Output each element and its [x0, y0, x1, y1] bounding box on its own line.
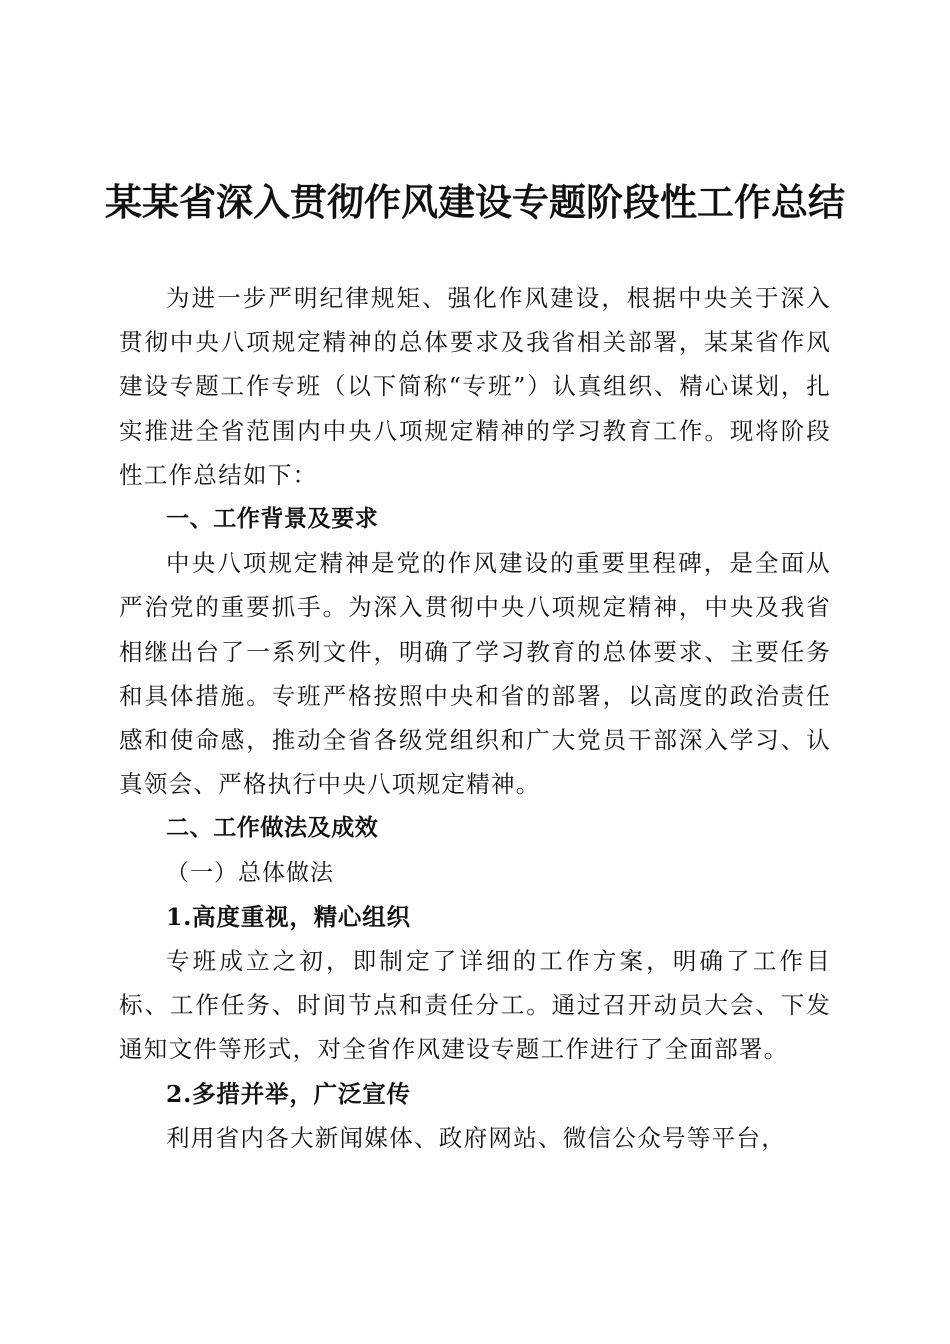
section-heading-background: 一、工作背景及要求	[166, 506, 379, 533]
document-title: 某某省深入贯彻作风建设专题阶段性工作总结	[105, 180, 845, 224]
subsection-heading-overall: （一）总体做法	[166, 859, 334, 886]
organize-paragraph: 专班成立之初，即制定了详细的工作方案，明确了工作目标、工作任务、时间节点和责任分工。通过召开动员大会、下发通知文件等形式，对全省作风建设专题工作进行了全面部署。	[119, 947, 831, 1064]
intro-paragraph: 为进一步严明纪律规矩、强化作风建设，根据中央关于深入贯彻中央八项规定精神的总体要求及我省相关部署，某某省作风建设专题工作专班（以下简称“专班”）认真组织、精心谋划，扎实推进全省范围内中央八项规定精神的学习教育工作。现将阶段性工作总结如下：	[119, 284, 831, 489]
section-heading-practices: 二、工作做法及成效	[166, 815, 379, 842]
document-body	[119, 276, 831, 1160]
publicity-paragraph: 利用省内各大新闻媒体、政府网站、微信公众号等平台，	[166, 1123, 786, 1152]
background-paragraph: 中央八项规定精神是党的作风建设的重要里程碑，是全面从严治党的重要抓手。为深入贯彻中央八项规定精神，中央及我省相继出台了一系列文件，明确了学习教育的总体要求、主要任务和具体措施。专班严格按照中央和省的部署，以高度的政治责任感和使命感，推动全省各级党组织和广大党员干部深入学习、认真领会、严格执行中央八项规定精神。	[119, 549, 831, 799]
item-heading-publicity: 2.多措并举，广泛宣传	[166, 1079, 411, 1108]
item-heading-organize: 1.高度重视，精心组织	[166, 902, 411, 931]
